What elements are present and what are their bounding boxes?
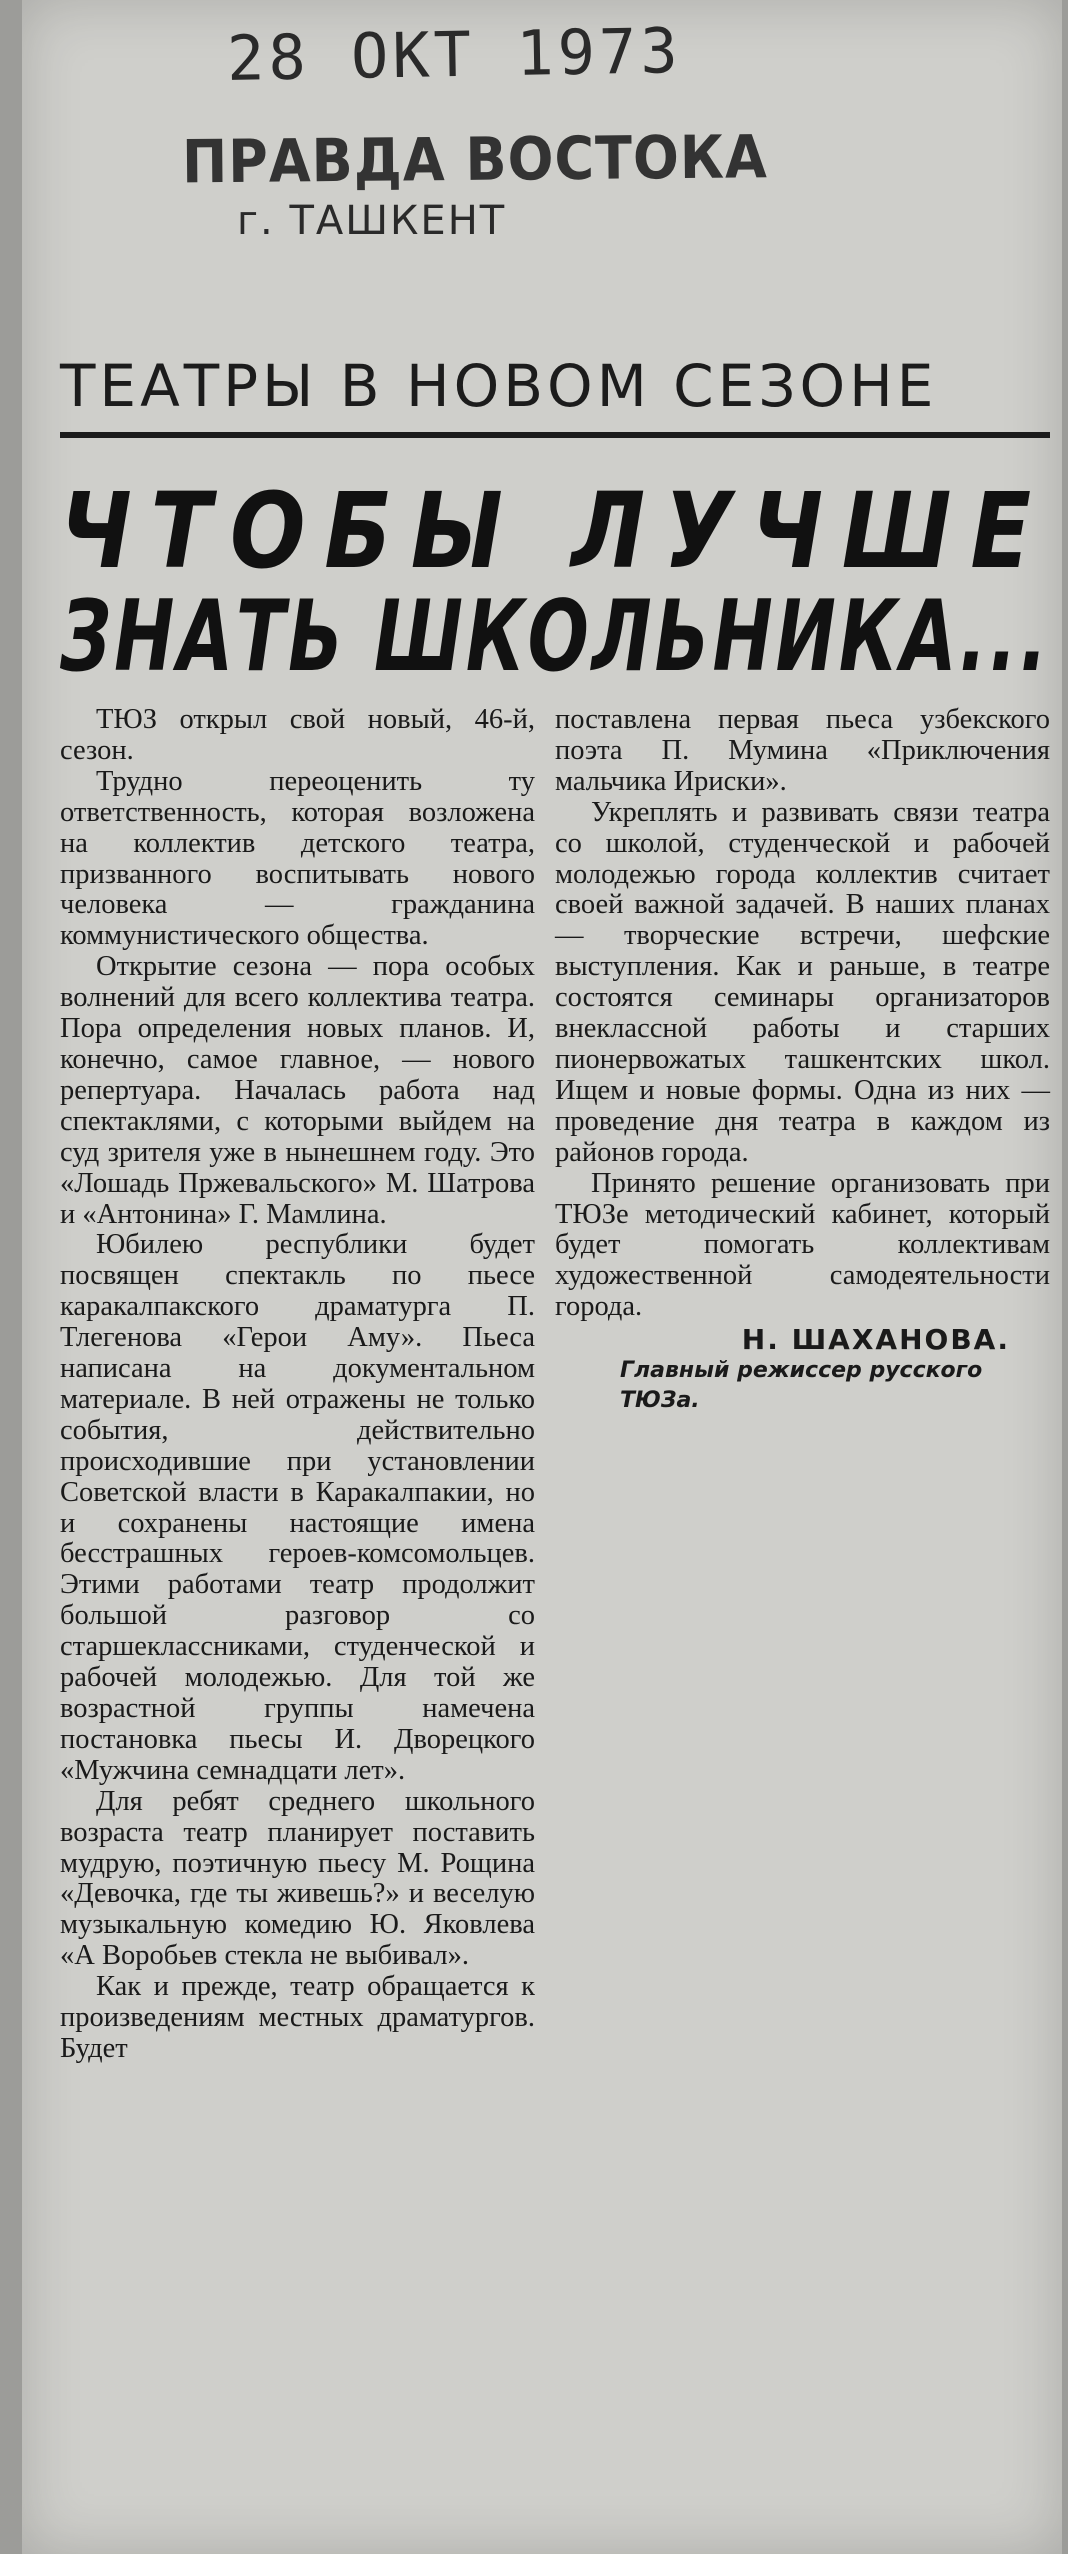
paragraph: Принято решение организовать при ТЮЗе методический кабинет, который будет помогать коллективам художественной самодеятельности города.	[555, 1167, 1050, 1323]
city-stamp: г. ТАШКЕНТ	[237, 198, 507, 244]
archive-date-stamp: 28 ОКТ 1973	[226, 14, 683, 95]
newspaper-name-stamp: ПРАВДА ВОСТОКА	[181, 122, 769, 197]
paragraph: Трудно переоценить ту ответственность, которая возложена на коллектив детского театра, призванного воспитывать нового человека — гражданина коммунистического общества.	[60, 765, 535, 952]
article-column-left	[60, 705, 535, 2065]
author-title: Главный режиссер русского ТЮЗа.	[620, 1358, 983, 1414]
paragraph: Укреплять и развивать связи театра со школой, студенческой и рабочей молодежью города коллектив считает своей важной задачей. В наших планах — творческие встречи, шефские выступления. Как и раньше, в театре состоятся семинары организаторов внеклассной работы и старших пионервожатых ташкентских школ. Ищем и новые формы. Одна из них — проведение дня театра в каждом из районов города.	[555, 796, 1050, 1168]
paragraph: Юбилею республики будет посвящен спектакль по пьесе каракалпакского драматурга П. Тлегенова «Герои Аму». Пьеса написана на документальном материале. В ней отражены не только события, действительно происходившие при установлении Советской власти в Каракалпакии, но и сохранены настоящие имена бесстрашных героев-комсомольцев. Этими работами театр продолжит большой разговор со старшеклассниками, студенческой и рабочей молодежью. Для той же возрастной группы намечена постановка пьесы И. Дворецкого «Мужчина семнадцати лет».	[60, 1229, 535, 1786]
headline-line-2: ЗНАТЬ ШКОЛЬНИКА...	[60, 580, 1051, 694]
headline-line-1: ЧТОБЫ ЛУЧШЕ	[60, 470, 1050, 592]
rubric-heading: ТЕАТРЫ В НОВОМ СЕЗОНЕ	[60, 352, 938, 420]
paragraph: Открытие сезона — пора особых волнений для всего коллектива театра. Пора определения новых планов. И, конечно, самое главное, — нового репертуара. Началась работа над спектаклями, с которыми выйдем на суд зрителя уже в нынешнем году. Это «Лошадь Пржевальского» М. Шатрова и «Антонина» Г. Мамлина.	[60, 951, 535, 1230]
rubric-rule	[60, 432, 1050, 438]
author-signature: Н. ШАХАНОВА.	[741, 1323, 1010, 1357]
paragraph: поставлена первая пьеса узбекского поэта П. Мумина «Приключения мальчика Ириски».	[555, 704, 1050, 797]
paragraph: Для ребят среднего школьного возраста театр планирует поставить мудрую, поэтичную пьесу М. Рощина «Девочка, где ты живешь?» и веселую музыкальную комедию Ю. Яковлева «А Воробьев стекла не выбивал».	[60, 1785, 535, 1972]
article-column-right	[555, 705, 1050, 1416]
paragraph: ТЮЗ открыл свой новый, 46-й, сезон.	[60, 704, 535, 766]
paragraph: Как и прежде, театр обращается к произведениям местных драматургов. Будет	[60, 1971, 535, 2064]
